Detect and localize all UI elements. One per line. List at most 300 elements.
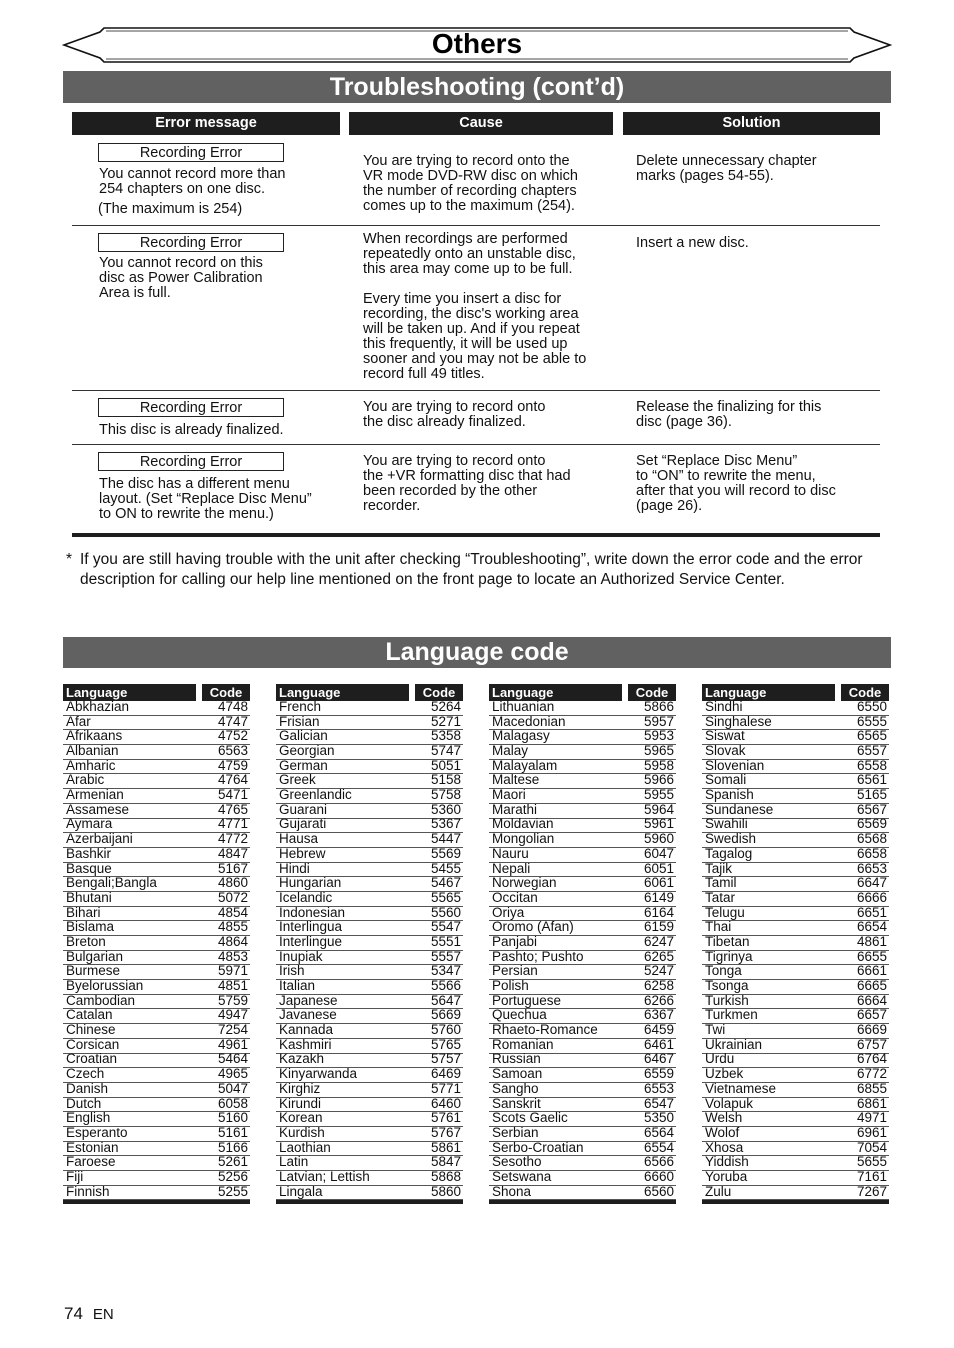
language-name: Finnish <box>66 1183 110 1199</box>
language-code: 5958 <box>643 757 674 773</box>
language-code: 6058 <box>217 1095 248 1111</box>
language-code: 5966 <box>643 772 674 788</box>
language-code: 5360 <box>430 801 461 817</box>
language-name: Tsonga <box>705 978 749 994</box>
language-name: Maori <box>492 787 526 803</box>
language-name: Croatian <box>66 1051 118 1067</box>
language-name: Welsh <box>705 1110 743 1126</box>
language-code: 6764 <box>856 1051 887 1067</box>
language-code: 6565 <box>856 728 887 744</box>
troubleshooting-section-title: Troubleshooting (cont’d) <box>63 71 891 103</box>
language-code: 6164 <box>643 904 674 920</box>
language-code: 6367 <box>643 1007 674 1023</box>
language-code: 5565 <box>430 889 461 905</box>
language-name: Marathi <box>492 801 538 817</box>
error-message: You cannot record more than 254 chapters on one disc. <box>99 166 286 197</box>
language-code: 5758 <box>430 787 461 803</box>
error-box: Recording Error <box>98 143 284 162</box>
error-cause-detail: Every time you insert a disc for recording, the disc's working area will be taken up. And if you repeat this frequently, it will be used up sooner and you may not be able to record full 49 titles. <box>363 291 587 382</box>
table-row <box>276 1183 463 1201</box>
language-code: 6567 <box>856 801 887 817</box>
language-code: 6266 <box>643 992 674 1008</box>
language-name: Georgian <box>279 743 335 759</box>
language-name: Shona <box>492 1183 532 1199</box>
language-code: 5964 <box>643 801 674 817</box>
language-name: Malay <box>492 743 529 759</box>
language-name: Interlingue <box>279 933 343 949</box>
table-bottom-rule <box>702 1200 889 1204</box>
language-name: Italian <box>279 978 316 994</box>
language-name: Persian <box>492 963 538 979</box>
language-name: Bislama <box>66 919 115 935</box>
language-name: Singhalese <box>705 713 772 729</box>
language-code: 4854 <box>217 904 248 920</box>
language-code: 5551 <box>430 933 461 949</box>
language-code: 6061 <box>643 875 674 891</box>
language-code: 4855 <box>217 919 248 935</box>
language-name: Bulgarian <box>66 948 124 964</box>
language-code: 5965 <box>643 743 674 759</box>
header-code: Code <box>415 684 463 701</box>
language-name: Siswat <box>705 728 745 744</box>
language-name: Sangho <box>492 1080 539 1096</box>
language-code: 4847 <box>217 845 248 861</box>
table-row <box>702 1183 889 1201</box>
language-name: Bihari <box>66 904 101 920</box>
language-name: Nepali <box>492 860 531 876</box>
language-code: 5866 <box>643 698 674 714</box>
language-name: Slovenian <box>705 757 765 773</box>
language-name: Kirghiz <box>279 1080 321 1096</box>
language-name: Greek <box>279 772 316 788</box>
language-name: Scots Gaelic <box>492 1110 568 1126</box>
language-name: Uzbek <box>705 1066 744 1082</box>
language-name: Chinese <box>66 1022 116 1038</box>
language-name: Sesotho <box>492 1154 542 1170</box>
error-solution: Set “Replace Disc Menu” to “ON” to rewrite the menu, after that you will record to disc (page 26). <box>636 453 836 514</box>
language-code: 6772 <box>856 1066 887 1082</box>
language-code: 6861 <box>856 1095 887 1111</box>
language-name: Indonesian <box>279 904 346 920</box>
language-code: 4864 <box>217 933 248 949</box>
language-code: 6563 <box>217 743 248 759</box>
header-code: Code <box>202 684 250 701</box>
language-code: 6666 <box>856 889 887 905</box>
language-code: 5167 <box>217 860 248 876</box>
language-code: 6664 <box>856 992 887 1008</box>
language-name: Malagasy <box>492 728 550 744</box>
language-name: Slovak <box>705 743 746 759</box>
error-solution: Delete unnecessary chapter marks (pages 54-55). <box>636 153 817 184</box>
language-code: 4965 <box>217 1066 248 1082</box>
language-code: 6558 <box>856 757 887 773</box>
language-code: 5247 <box>643 963 674 979</box>
language-code: 6149 <box>643 889 674 905</box>
language-name: Somali <box>705 772 747 788</box>
language-name: Byelorussian <box>66 978 144 994</box>
language-code: 6757 <box>856 1036 887 1052</box>
language-name: Japanese <box>279 992 338 1008</box>
language-name: Hungarian <box>279 875 342 891</box>
language-code: 5160 <box>217 1110 248 1126</box>
language-name: Burmese <box>66 963 121 979</box>
language-name: Malayalam <box>492 757 558 773</box>
language-name: Russian <box>492 1051 541 1067</box>
language-name: Tajik <box>705 860 733 876</box>
language-code: 6655 <box>856 948 887 964</box>
language-name: Occitan <box>492 889 538 905</box>
language-code: 5367 <box>430 816 461 832</box>
language-name: Bashkir <box>66 845 112 861</box>
language-name: Irish <box>279 963 305 979</box>
language-table <box>489 684 676 1204</box>
language-name: Bhutani <box>66 889 112 905</box>
language-name: Hebrew <box>279 845 326 861</box>
language-name: Interlingua <box>279 919 343 935</box>
language-code: 5767 <box>430 1124 461 1140</box>
language-code: 6961 <box>856 1124 887 1140</box>
language-name: Dutch <box>66 1095 102 1111</box>
language-code: 6560 <box>643 1183 674 1199</box>
language-code: 6467 <box>643 1051 674 1067</box>
error-solution: Insert a new disc. <box>636 235 749 251</box>
error-cause: You are trying to record onto the +VR formatting disc that had been recorded by the other recorder. <box>363 453 571 514</box>
error-box: Recording Error <box>98 452 284 471</box>
error-box: Recording Error <box>98 398 284 417</box>
error-message-note: (The maximum is 254) <box>98 201 243 217</box>
language-code: 6159 <box>643 919 674 935</box>
language-code: 6657 <box>856 1007 887 1023</box>
language-name: Ukrainian <box>705 1036 763 1052</box>
language-code: 6568 <box>856 831 887 847</box>
language-code: 5765 <box>430 1036 461 1052</box>
language-name: Serbo-Croatian <box>492 1139 584 1155</box>
language-name: Tibetan <box>705 933 750 949</box>
language-code: 5771 <box>430 1080 461 1096</box>
language-code: 5166 <box>217 1139 248 1155</box>
language-name: Cambodian <box>66 992 136 1008</box>
language-code: 5860 <box>430 1183 461 1199</box>
language-code: 6047 <box>643 845 674 861</box>
page-title: Others <box>431 28 523 59</box>
language-code: 6566 <box>643 1154 674 1170</box>
language-code: 5760 <box>430 1022 461 1038</box>
language-code: 4748 <box>217 698 248 714</box>
language-code: 6547 <box>643 1095 674 1111</box>
column-header-error-message: Error message <box>72 112 340 135</box>
language-name: Inupiak <box>279 948 323 964</box>
language-code: 6855 <box>856 1080 887 1096</box>
language-name: Lingala <box>279 1183 323 1199</box>
language-name: Panjabi <box>492 933 538 949</box>
language-name: Estonian <box>66 1139 119 1155</box>
language-code: 5566 <box>430 978 461 994</box>
table-bottom-rule <box>276 1200 463 1204</box>
language-name: Greenlandic <box>279 787 352 803</box>
language-code: 5072 <box>217 889 248 905</box>
language-code: 5467 <box>430 875 461 891</box>
note-asterisk: * <box>66 551 73 568</box>
error-cause: You are trying to record onto the disc already finalized. <box>363 399 546 430</box>
language-name: Moldavian <box>492 816 554 832</box>
language-code: 6461 <box>643 1036 674 1052</box>
language-name: Turkmen <box>705 1007 758 1023</box>
language-code: 4860 <box>217 875 248 891</box>
language-name: Czech <box>66 1066 105 1082</box>
language-code: 6647 <box>856 875 887 891</box>
language-name: Urdu <box>705 1051 735 1067</box>
language-name: Arabic <box>66 772 105 788</box>
language-code: 4961 <box>217 1036 248 1052</box>
column-header-cause: Cause <box>349 112 613 135</box>
language-name: Korean <box>279 1110 323 1126</box>
language-name: Kinyarwanda <box>279 1066 358 1082</box>
language-code: 5161 <box>217 1124 248 1140</box>
column-header-solution: Solution <box>623 112 880 135</box>
language-code: 5861 <box>430 1139 461 1155</box>
language-name: Hausa <box>279 831 319 847</box>
table-bottom-rule <box>72 533 880 537</box>
language-name: Javanese <box>279 1007 337 1023</box>
language-name: Macedonian <box>492 713 566 729</box>
language-code: 6569 <box>856 816 887 832</box>
language-code: 5557 <box>430 948 461 964</box>
language-name: Breton <box>66 933 106 949</box>
table-row <box>489 1183 676 1201</box>
language-name: Kazakh <box>279 1051 325 1067</box>
error-message: This disc is already finalized. <box>99 422 284 438</box>
language-name: Afar <box>66 713 91 729</box>
table-row <box>63 1183 250 1201</box>
language-code: 7054 <box>856 1139 887 1155</box>
language-code: 6554 <box>643 1139 674 1155</box>
language-code: 5255 <box>217 1183 248 1199</box>
language-code: 6459 <box>643 1022 674 1038</box>
language-code: 5358 <box>430 728 461 744</box>
language-name: Mongolian <box>492 831 555 847</box>
language-code: 6550 <box>856 698 887 714</box>
language-code: 5955 <box>643 787 674 803</box>
language-name: Danish <box>66 1080 109 1096</box>
language-name: Icelandic <box>279 889 333 905</box>
language-table <box>276 684 463 1204</box>
language-code: 6658 <box>856 845 887 861</box>
language-name: Portuguese <box>492 992 562 1008</box>
language-name: Frisian <box>279 713 320 729</box>
language-code: 6051 <box>643 860 674 876</box>
language-name: Azerbaijani <box>66 831 133 847</box>
language-code: 6258 <box>643 978 674 994</box>
language-name: Kirundi <box>279 1095 322 1111</box>
language-name: Latin <box>279 1154 309 1170</box>
language-name: Yoruba <box>705 1168 748 1184</box>
language-code: 5960 <box>643 831 674 847</box>
language-name: French <box>279 698 322 714</box>
language-name: Twi <box>705 1022 726 1038</box>
language-name: Amharic <box>66 757 116 773</box>
header-language: Language <box>63 684 196 701</box>
language-code: 5547 <box>430 919 461 935</box>
language-code: 6559 <box>643 1066 674 1082</box>
language-code: 6555 <box>856 713 887 729</box>
language-name: Corsican <box>66 1036 120 1052</box>
language-name: Rhaeto-Romance <box>492 1022 598 1038</box>
error-message: The disc has a different menu layout. (Set “Replace Disc Menu” to ON to rewrite the menu.) <box>99 476 312 522</box>
language-table <box>63 684 250 1204</box>
language-code: 5158 <box>430 772 461 788</box>
language-code: 7161 <box>856 1168 887 1184</box>
language-name: Assamese <box>66 801 130 817</box>
language-code: 5264 <box>430 698 461 714</box>
language-name: German <box>279 757 328 773</box>
page-banner <box>62 26 892 64</box>
language-name: Catalan <box>66 1007 113 1023</box>
header-language: Language <box>489 684 622 701</box>
language-code: 6651 <box>856 904 887 920</box>
language-name: Yiddish <box>705 1154 749 1170</box>
language-code: 4759 <box>217 757 248 773</box>
language-name: Lithuanian <box>492 698 555 714</box>
language-name: Romanian <box>492 1036 554 1052</box>
language-code: 6553 <box>643 1080 674 1096</box>
error-box: Recording Error <box>98 233 284 252</box>
language-code: 5961 <box>643 816 674 832</box>
language-name: Swahili <box>705 816 748 832</box>
language-name: Albanian <box>66 743 119 759</box>
language-name: Pashto; Pushto <box>492 948 584 964</box>
error-cause: When recordings are performed repeatedly onto an unstable disc, this area may come up to be full. <box>363 231 576 277</box>
language-code: 4771 <box>217 816 248 832</box>
language-code: 5655 <box>856 1154 887 1170</box>
language-code: 5047 <box>217 1080 248 1096</box>
language-name: Polish <box>492 978 529 994</box>
language-code: 5757 <box>430 1051 461 1067</box>
language-name: Faroese <box>66 1154 116 1170</box>
language-code: 6665 <box>856 978 887 994</box>
language-name: Norwegian <box>492 875 557 891</box>
language-name: Latvian; Lettish <box>279 1168 370 1184</box>
language-name: Oriya <box>492 904 525 920</box>
language-name: Basque <box>66 860 112 876</box>
language-code: 4851 <box>217 978 248 994</box>
language-name: Fiji <box>66 1168 84 1184</box>
language-code: 5256 <box>217 1168 248 1184</box>
language-code: 4861 <box>856 933 887 949</box>
language-name: Samoan <box>492 1066 543 1082</box>
language-name: Guarani <box>279 801 328 817</box>
language-code: 6561 <box>856 772 887 788</box>
language-code: 6247 <box>643 933 674 949</box>
language-code: 5464 <box>217 1051 248 1067</box>
language-code: 6564 <box>643 1124 674 1140</box>
language-code: 5261 <box>217 1154 248 1170</box>
language-name: Tonga <box>705 963 742 979</box>
language-code: 5350 <box>643 1110 674 1126</box>
language-name: Laothian <box>279 1139 331 1155</box>
language-name: Galician <box>279 728 328 744</box>
language-name: Oromo (Afan) <box>492 919 574 935</box>
language-name: Zulu <box>705 1183 732 1199</box>
language-code: 5560 <box>430 904 461 920</box>
language-code-section-title: Language code <box>63 637 891 668</box>
language-code: 5447 <box>430 831 461 847</box>
language-code: 5847 <box>430 1154 461 1170</box>
header-language: Language <box>702 684 835 701</box>
language-name: Kashmiri <box>279 1036 332 1052</box>
language-name: Setswana <box>492 1168 552 1184</box>
header-code: Code <box>628 684 676 701</box>
language-name: Sundanese <box>705 801 774 817</box>
language-name: Vietnamese <box>705 1080 777 1096</box>
language-name: Volapuk <box>705 1095 754 1111</box>
language-code: 5761 <box>430 1110 461 1126</box>
language-code: 5165 <box>856 787 887 803</box>
language-code: 5669 <box>430 1007 461 1023</box>
language-name: Gujarati <box>279 816 327 832</box>
language-code: 6557 <box>856 743 887 759</box>
language-code: 6653 <box>856 860 887 876</box>
language-name: Tigrinya <box>705 948 753 964</box>
language-name: Tamil <box>705 875 737 891</box>
language-code: 5455 <box>430 860 461 876</box>
language-code: 5971 <box>217 963 248 979</box>
language-code: 5747 <box>430 743 461 759</box>
language-name: English <box>66 1110 111 1126</box>
language-code: 6469 <box>430 1066 461 1082</box>
language-code: 7267 <box>856 1183 887 1199</box>
language-name: Abkhazian <box>66 698 130 714</box>
language-name: Esperanto <box>66 1124 128 1140</box>
language-name: Tagalog <box>705 845 753 861</box>
page-footer <box>64 1304 114 1324</box>
error-message: You cannot record on this disc as Power Calibration Area is full. <box>99 255 263 301</box>
language-name: Quechua <box>492 1007 547 1023</box>
language-code: 6661 <box>856 963 887 979</box>
language-code: 5569 <box>430 845 461 861</box>
header-language: Language <box>276 684 409 701</box>
language-code: 5647 <box>430 992 461 1008</box>
row-divider <box>72 225 880 226</box>
language-code: 4765 <box>217 801 248 817</box>
language-code: 4853 <box>217 948 248 964</box>
language-code: 4764 <box>217 772 248 788</box>
error-solution: Release the finalizing for this disc (page 36). <box>636 399 822 430</box>
language-name: Aymara <box>66 816 113 832</box>
language-code: 7254 <box>217 1022 248 1038</box>
language-name: Hindi <box>279 860 310 876</box>
table-bottom-rule <box>489 1200 676 1204</box>
language-name: Spanish <box>705 787 754 803</box>
language-code: 5051 <box>430 757 461 773</box>
row-divider <box>72 390 880 391</box>
language-code: 6460 <box>430 1095 461 1111</box>
language-name: Wolof <box>705 1124 740 1140</box>
language-name: Afrikaans <box>66 728 123 744</box>
language-code: 5868 <box>430 1168 461 1184</box>
language-code: 6669 <box>856 1022 887 1038</box>
language-name: Armenian <box>66 787 124 803</box>
language-code: 5347 <box>430 963 461 979</box>
row-divider <box>72 444 880 445</box>
language-code: 4747 <box>217 713 248 729</box>
language-code: 6660 <box>643 1168 674 1184</box>
language-name: Turkish <box>705 992 749 1008</box>
note-text: If you are still having trouble with the unit after checking “Troubleshooting”, write down the error code and the error description for calling our help line mentioned on the front page to locate an Authorized Service Center. <box>80 551 863 588</box>
language-name: Serbian <box>492 1124 539 1140</box>
language-name: Xhosa <box>705 1139 744 1155</box>
language-name: Nauru <box>492 845 529 861</box>
language-indicator: EN <box>92 1306 114 1323</box>
